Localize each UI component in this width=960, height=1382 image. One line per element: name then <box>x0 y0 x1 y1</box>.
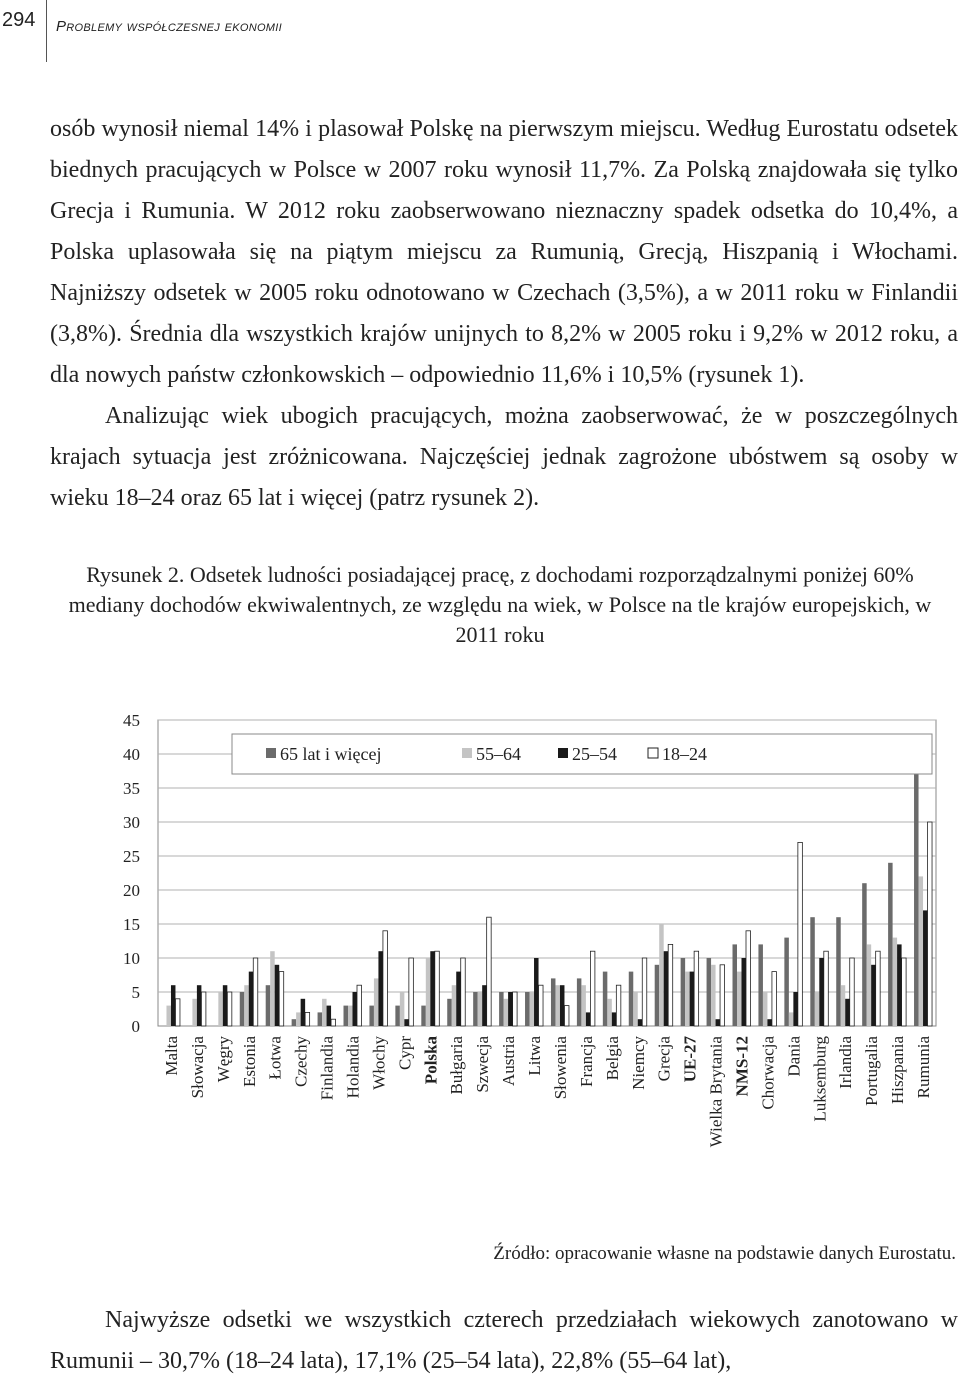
bar <box>461 958 466 1026</box>
bar <box>218 992 223 1026</box>
bar <box>404 1019 409 1026</box>
bar <box>789 1012 794 1026</box>
x-tick-label: Grecja <box>654 1036 674 1082</box>
bar <box>409 958 414 1026</box>
x-tick-label: Austria <box>499 1036 519 1087</box>
bar <box>499 992 504 1026</box>
x-tick-label: Luksemburg <box>810 1036 830 1122</box>
bar <box>551 978 556 1026</box>
bar <box>171 985 176 1026</box>
bar <box>400 992 405 1026</box>
bar <box>292 1019 297 1026</box>
header-divider <box>46 0 47 62</box>
x-tick-label: Estonia <box>239 1036 259 1087</box>
x-tick-label: Słowenia <box>550 1036 570 1100</box>
bar <box>902 958 907 1026</box>
bar <box>577 978 582 1026</box>
bar <box>914 754 919 1026</box>
bar <box>612 1012 617 1026</box>
bar <box>862 883 867 1026</box>
bar <box>793 992 798 1026</box>
legend-swatch <box>266 748 276 758</box>
bar <box>767 1019 772 1026</box>
x-tick-label: UE-27 <box>680 1036 700 1083</box>
bar <box>456 972 461 1026</box>
x-tick-label: Bułgaria <box>447 1036 467 1095</box>
y-tick-label: 30 <box>123 813 140 832</box>
bar <box>720 965 725 1026</box>
bar <box>819 958 824 1026</box>
bar <box>638 1019 643 1026</box>
x-tick-label: Węgry <box>213 1036 233 1083</box>
bar <box>478 992 483 1026</box>
bar <box>369 1006 374 1026</box>
bar <box>279 972 284 1026</box>
bar <box>607 999 612 1026</box>
x-tick-label: Polska <box>421 1036 441 1085</box>
chart-svg <box>0 700 960 1200</box>
y-tick-label: 45 <box>123 711 140 730</box>
bar <box>305 1012 310 1026</box>
bar <box>539 985 544 1026</box>
bar <box>707 958 712 1026</box>
x-tick-label: NMS-12 <box>732 1036 752 1097</box>
x-tick-label: Hiszpania <box>888 1036 908 1104</box>
legend-swatch <box>462 748 472 758</box>
bar <box>876 951 881 1026</box>
bar <box>430 951 435 1026</box>
bar <box>633 992 638 1026</box>
bar <box>716 1019 721 1026</box>
bar <box>659 924 664 1026</box>
bar <box>348 1006 353 1026</box>
bar <box>508 992 512 1026</box>
figure-caption: Rysunek 2. Odsetek ludności posiadającej pracę, z dochodami rozporządzalnymi poniżej 60% mediany dochodów ekwiwalentnych, ze względu na wiek, w Polsce na tle krajów europejskich, w 2011 roku <box>68 562 932 647</box>
bar <box>815 992 820 1026</box>
bar <box>871 965 876 1026</box>
bar <box>668 944 673 1026</box>
bar <box>525 992 530 1026</box>
page-header <box>0 0 960 64</box>
bar <box>560 985 565 1026</box>
bar <box>275 965 280 1026</box>
bar <box>353 992 358 1026</box>
bar <box>270 951 275 1026</box>
bar <box>772 972 777 1026</box>
bar-chart <box>0 700 960 1200</box>
bar <box>758 944 763 1026</box>
bar <box>249 972 254 1026</box>
paragraph-2: Analizując wiek ubogich pracujących, można zaobserwować, że w poszczególnych krajach sytuacja jest zróżnicowana. Najczęściej jednak zagrożone ubóstwem są osoby w wieku 18–24 oraz 65 lat i więcej (patrz rysunek 2). <box>50 403 958 511</box>
bar <box>357 985 362 1026</box>
x-tick-label: Irlandia <box>836 1036 856 1089</box>
bar <box>746 931 751 1026</box>
x-tick-label: Belgia <box>602 1036 622 1081</box>
bar <box>301 999 306 1026</box>
bar <box>253 958 258 1026</box>
x-tick-label: Holandia <box>343 1036 363 1099</box>
bar <box>711 965 716 1026</box>
bar <box>555 985 560 1026</box>
legend-swatch <box>558 748 568 758</box>
running-title: Problemy współczesnej ekonomii <box>56 18 282 35</box>
y-tick-label: 15 <box>123 915 140 934</box>
x-tick-label: Niemcy <box>628 1036 648 1090</box>
paragraph-3: Najwyższe odsetki we wszystkich czterech przedziałach wiekowych zanotowano w Rumunii – 30,7% (18–24 lata), 17,1% (25–54 lata), 22,8% (55–64 lat), <box>50 1307 958 1374</box>
bar <box>664 951 669 1026</box>
bar <box>244 985 249 1026</box>
legend-label: 55–64 <box>476 744 521 764</box>
x-tick-label: Szwecja <box>473 1036 493 1093</box>
bar <box>616 985 621 1026</box>
bar <box>919 876 924 1026</box>
bar <box>383 931 388 1026</box>
bar <box>841 985 846 1026</box>
bar <box>742 958 747 1026</box>
y-tick-label: 5 <box>131 983 140 1002</box>
x-tick-label: Słowacja <box>187 1036 207 1099</box>
bar <box>681 958 686 1026</box>
y-tick-label: 0 <box>131 1017 140 1036</box>
bar <box>175 999 180 1026</box>
body-text-top <box>50 109 958 519</box>
y-tick-label: 10 <box>123 949 140 968</box>
bar <box>590 951 595 1026</box>
x-tick-label: Dania <box>784 1036 804 1077</box>
x-tick-label: Malta <box>161 1036 181 1076</box>
bar <box>240 992 245 1026</box>
bar <box>690 972 695 1026</box>
bar <box>586 1012 591 1026</box>
bar <box>642 958 647 1026</box>
bar <box>784 938 789 1026</box>
bar <box>629 972 634 1026</box>
bar <box>581 985 586 1026</box>
bar <box>197 985 202 1026</box>
bar <box>694 951 699 1026</box>
y-tick-label: 40 <box>123 745 140 764</box>
bar <box>893 938 898 1026</box>
x-tick-label: Litwa <box>525 1036 545 1076</box>
bar <box>888 863 893 1026</box>
bar <box>166 1006 171 1026</box>
bar <box>374 978 379 1026</box>
y-tick-label: 25 <box>123 847 140 866</box>
body-text-bottom <box>50 1300 958 1382</box>
bar <box>655 965 660 1026</box>
paragraph-1: osób wynosił niemal 14% i plasował Polskę na pierwszym miejscu. Według Eurostatu odsetek biednych pracujących w Polsce w 2007 roku wynosił 11,7%. Za Polską znajdowała się tylko Grecja i Rumunia. W 2012 roku zaobserwowano nieznaczny spadek odsetka do 10,4%, a Polska uplasowała się na piątym miejscu za Rumunią, Grecją, Hiszpanią i Włochami. Najniższy odsetek w 2005 roku odnotowano w Czechach (3,5%), a w 2011 roku w Finlandii (3,8%). Średnia dla wszystkich krajów unijnych to 8,2% w 2005 roku i 9,2% w 2012 roku, a dla nowych państw członkowskich – odpowiednio 11,6% i 10,5% (rysunek 1). <box>50 116 958 388</box>
bar <box>733 944 738 1026</box>
bar <box>487 917 492 1026</box>
legend-label: 18–24 <box>662 744 707 764</box>
bar <box>530 992 535 1026</box>
x-tick-label: Francja <box>576 1036 596 1087</box>
bar <box>763 992 768 1026</box>
bar <box>322 999 327 1026</box>
legend-label: 25–54 <box>572 744 617 764</box>
source-note: Źródło: opracowanie własne na podstawie danych Eurostatu. <box>493 1243 956 1264</box>
bar <box>223 985 228 1026</box>
legend-swatch <box>648 748 658 758</box>
bar <box>867 944 872 1026</box>
y-tick-label: 35 <box>123 779 140 798</box>
bar <box>426 958 431 1026</box>
bar <box>344 1006 349 1026</box>
bar <box>534 958 539 1026</box>
bar <box>798 842 803 1026</box>
page-number: 294 <box>2 9 36 31</box>
bar <box>395 1006 400 1026</box>
bar <box>331 1019 336 1026</box>
bar <box>296 1012 301 1026</box>
x-tick-label: Portugalia <box>862 1036 882 1106</box>
x-tick-label: Łotwa <box>265 1036 285 1080</box>
bar <box>810 917 815 1026</box>
bar <box>447 999 452 1026</box>
bar <box>737 972 742 1026</box>
x-tick-label: Finlandia <box>317 1036 337 1101</box>
bar <box>504 999 509 1026</box>
bar <box>227 992 232 1026</box>
bar <box>378 951 383 1026</box>
x-tick-label: Czechy <box>291 1036 311 1087</box>
bar <box>266 985 271 1026</box>
x-tick-label: Rumunia <box>914 1036 934 1099</box>
bar <box>435 951 440 1026</box>
bar <box>473 992 478 1026</box>
bar <box>836 917 841 1026</box>
y-tick-label: 20 <box>123 881 140 900</box>
bar <box>482 985 487 1026</box>
x-tick-label: Cypr <box>395 1036 415 1070</box>
legend-label: 65 lat i więcej <box>280 744 382 764</box>
bar <box>603 972 608 1026</box>
x-tick-label: Włochy <box>369 1036 389 1090</box>
bar <box>201 992 206 1026</box>
bar <box>452 985 457 1026</box>
bar <box>685 972 690 1026</box>
bar <box>421 1006 426 1026</box>
bar <box>192 999 197 1026</box>
bar <box>850 958 855 1026</box>
bar <box>327 1006 332 1026</box>
x-tick-label: Wielka Brytania <box>706 1036 726 1148</box>
x-tick-label: Chorwacja <box>758 1036 778 1110</box>
bar <box>845 999 850 1026</box>
bar <box>513 992 518 1026</box>
bar <box>923 910 928 1026</box>
bar <box>318 1012 323 1026</box>
bar <box>897 944 902 1026</box>
bar <box>564 1006 569 1026</box>
bar <box>928 822 933 1026</box>
bar <box>824 951 829 1026</box>
